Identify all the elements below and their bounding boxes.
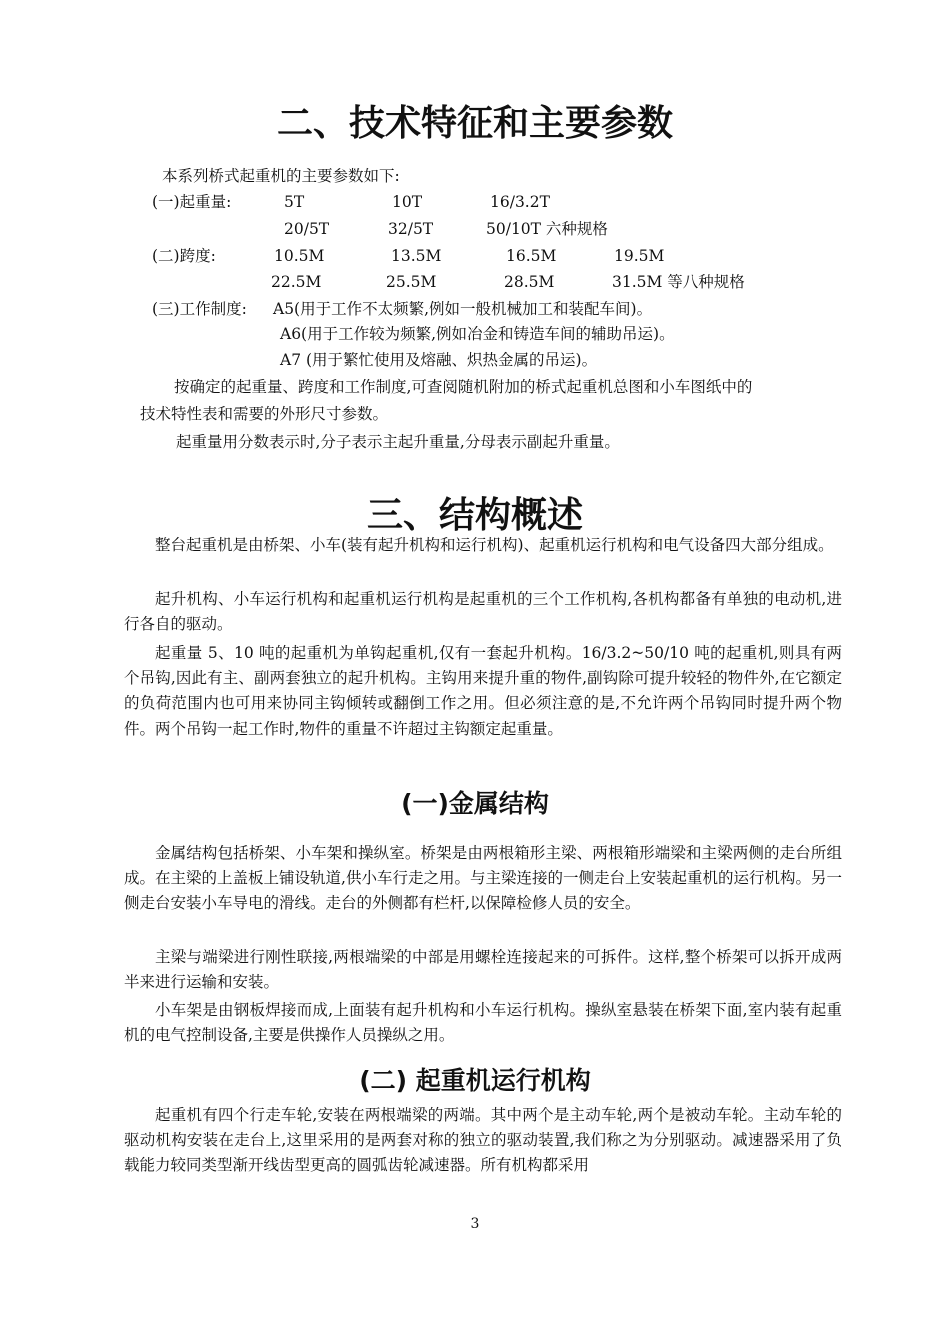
capacity-value: 32/5T	[388, 220, 434, 238]
capacity-value: 50/10T 六种规格	[486, 220, 608, 238]
span-value: 31.5M 等八种规格	[612, 273, 745, 291]
subsection-title-crane-travel: (二) 起重机运行机构	[359, 1066, 591, 1095]
capacity-label: (一)起重量:	[152, 193, 232, 211]
capacity-value: 16/3.2T	[490, 193, 550, 211]
subsection-title-metal-structure: (一)金属结构	[401, 789, 549, 818]
capacity-value: 5T	[284, 193, 305, 211]
paragraph: 金属结构包括桥架、小车架和操纵室。桥架是由两根箱形主梁、两根箱形端梁和主梁两侧的走台所组成。在主梁的上盖板上铺设轨道,供小车行走之用。与主梁连接的一侧走台上安装起重机的运行机构。另一侧走台安装小车导电的滑线。走台的外侧都有栏杆,以保障检修人员的安全。	[124, 844, 842, 913]
paragraph: 主梁与端梁进行刚性联接,两根端梁的中部是用螺栓连接起来的可拆件。这样,整个桥架可以拆开成两半来进行运输和安装。	[124, 948, 842, 992]
section-title-structure: 三、结构概述	[366, 495, 583, 536]
duty-a7: A7 (用于繁忙使用及熔融、炽热金属的吊运)。	[280, 351, 598, 369]
duty-a6: A6(用于工作较为频繁,例如冶金和铸造车间的辅助吊运)。	[280, 325, 675, 343]
params-intro: 本系列桥式起重机的主要参数如下:	[162, 167, 400, 185]
span-value: 13.5M	[391, 247, 442, 265]
span-value: 10.5M	[274, 247, 325, 265]
span-label: (二)跨度:	[152, 247, 216, 265]
note-line: 技术特性表和需要的外形尺寸参数。	[140, 405, 389, 423]
paragraph: 起重机有四个行走车轮,安装在两根端梁的两端。其中两个是主动车轮,两个是被动车轮。主动车轮的驱动机构安装在走台上,这里采用的是两套对称的独立的驱动装置,我们称之为分别驱动。减速器采用了负载能力较同类型渐开线齿型更高的圆弧齿轮减速器。所有机构都采用	[124, 1106, 842, 1175]
span-value: 28.5M	[504, 273, 555, 291]
note-line: 按确定的起重量、跨度和工作制度,可查阅随机附加的桥式起重机总图和小车图纸中的	[174, 378, 753, 396]
span-value: 22.5M	[271, 273, 322, 291]
paragraph: 起升机构、小车运行机构和起重机运行机构是起重机的三个工作机构,各机构都备有单独的电动机,进行各自的驱动。	[124, 590, 842, 634]
capacity-value: 20/5T	[284, 220, 330, 238]
note-line: 起重量用分数表示时,分子表示主起升重量,分母表示副起升重量。	[176, 433, 620, 451]
span-value: 16.5M	[506, 247, 557, 265]
span-value: 19.5M	[614, 247, 665, 265]
duty-a5: A5(用于工作不太频繁,例如一般机械加工和装配车间)。	[273, 300, 653, 318]
section-title-technical-params: 二、技术特征和主要参数	[276, 103, 673, 144]
duty-label: (三)工作制度:	[152, 300, 247, 318]
page-number: 3	[470, 1216, 480, 1232]
span-value: 25.5M	[386, 273, 437, 291]
capacity-value: 10T	[392, 193, 423, 211]
paragraph: 整台起重机是由桥架、小车(装有起升机构和运行机构)、起重机运行机构和电气设备四大部分组成。	[155, 536, 834, 554]
paragraph: 起重量 5、10 吨的起重机为单钩起重机,仅有一套起升机构。16/3.2~50/10 吨的起重机,则具有两个吊钩,因此有主、副两套独立的起升机构。主钩用来提升重的物件,副钩除可提升较轻的物件外,在它额定的负荷范围内也可用来协同主钩倾转或翻倒工作之用。但必须注意的是,不允许两个吊钩同时提升两个物件。两个吊钩一起工作时,物件的重量不许超过主钩额定起重量。	[124, 644, 842, 738]
paragraph: 小车架是由钢板焊接而成,上面装有起升机构和小车运行机构。操纵室悬装在桥架下面,室内装有起重机的电气控制设备,主要是供操作人员操纵之用。	[124, 1001, 842, 1045]
